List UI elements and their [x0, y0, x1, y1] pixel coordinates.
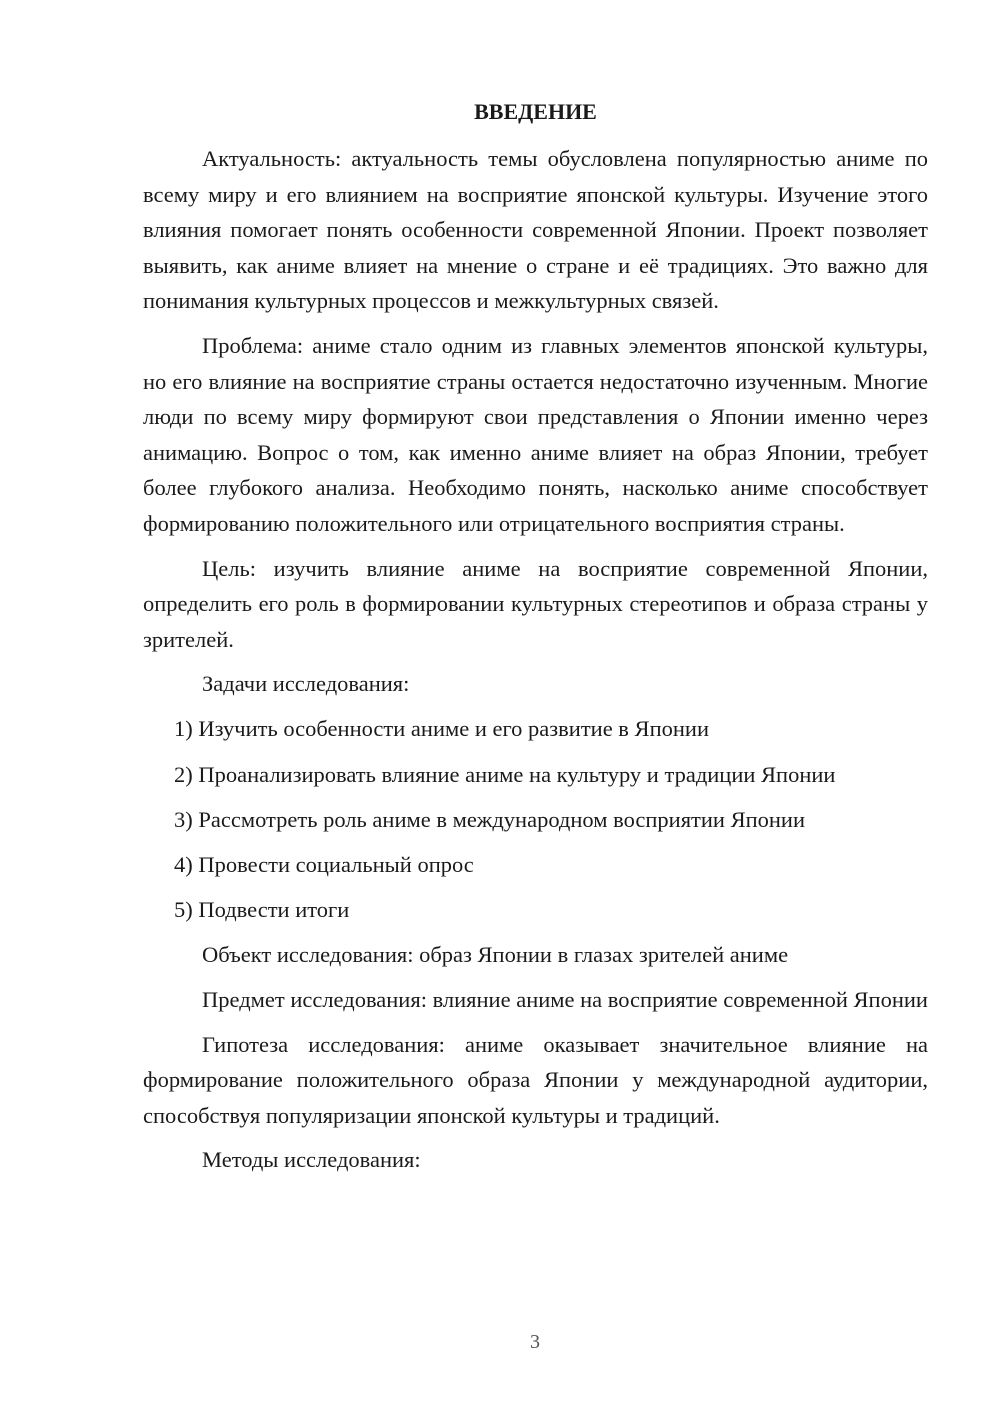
paragraph-goal: Цель: изучить влияние аниме на восприятие современной Японии, определить его роль в формировании культурных стереотипов и образа страны у зрителей.: [143, 555, 928, 652]
paragraph-object: Объект исследования: образ Японии в глазах зрителей аниме: [202, 941, 789, 967]
list-item: 5) Подвести итоги: [174, 896, 350, 922]
tasks-list: [143, 711, 928, 927]
methods-heading: Методы исследования:: [202, 1147, 421, 1173]
page-number: 3: [530, 1331, 540, 1353]
tasks-heading: Задачи исследования:: [202, 671, 410, 697]
paragraph-subject: Предмет исследования: влияние аниме на восприятие современной Японии: [202, 986, 928, 1012]
document-page: [143, 94, 928, 1187]
paragraph-hypothesis: Гипотеза исследования: аниме оказывает значительное влияние на формирование положительного образа Японии у международной аудитории, способствуя популяризации японской культуры и традиций.: [143, 1031, 928, 1128]
list-item: 3) Рассмотреть роль аниме в международном восприятии Японии: [174, 806, 806, 832]
list-item: 1) Изучить особенности аниме и его развитие в Японии: [174, 716, 709, 742]
paragraph-problem: Проблема: аниме стало одним из главных элементов японской культуры, но его влияние на восприятие страны остается недостаточно изученным. Многие люди по всему миру формируют свои представления о Японии именно через анимацию. Вопрос о том, как именно аниме влияет на образ Японии, требует более глубокого анализа. Необходимо понять, насколько аниме способствует формированию положительного или отрицательного восприятия страны.: [143, 332, 928, 536]
paragraph-relevance: Актуальность: актуальность темы обусловлена популярностью аниме по всему миру и его влиянием на восприятие японской культуры. Изучение этого влияния помогает понять особенности современной Японии. Проект позволяет выявить, как аниме влияет на мнение о стране и её традициях. Это важно для понимания культурных процессов и межкультурных связей.: [143, 146, 928, 314]
page-title: ВВЕДЕНИЕ: [474, 99, 597, 124]
list-item: 4) Провести социальный опрос: [174, 851, 474, 877]
list-item: 2) Проанализировать влияние аниме на культуру и традиции Японии: [174, 761, 836, 787]
